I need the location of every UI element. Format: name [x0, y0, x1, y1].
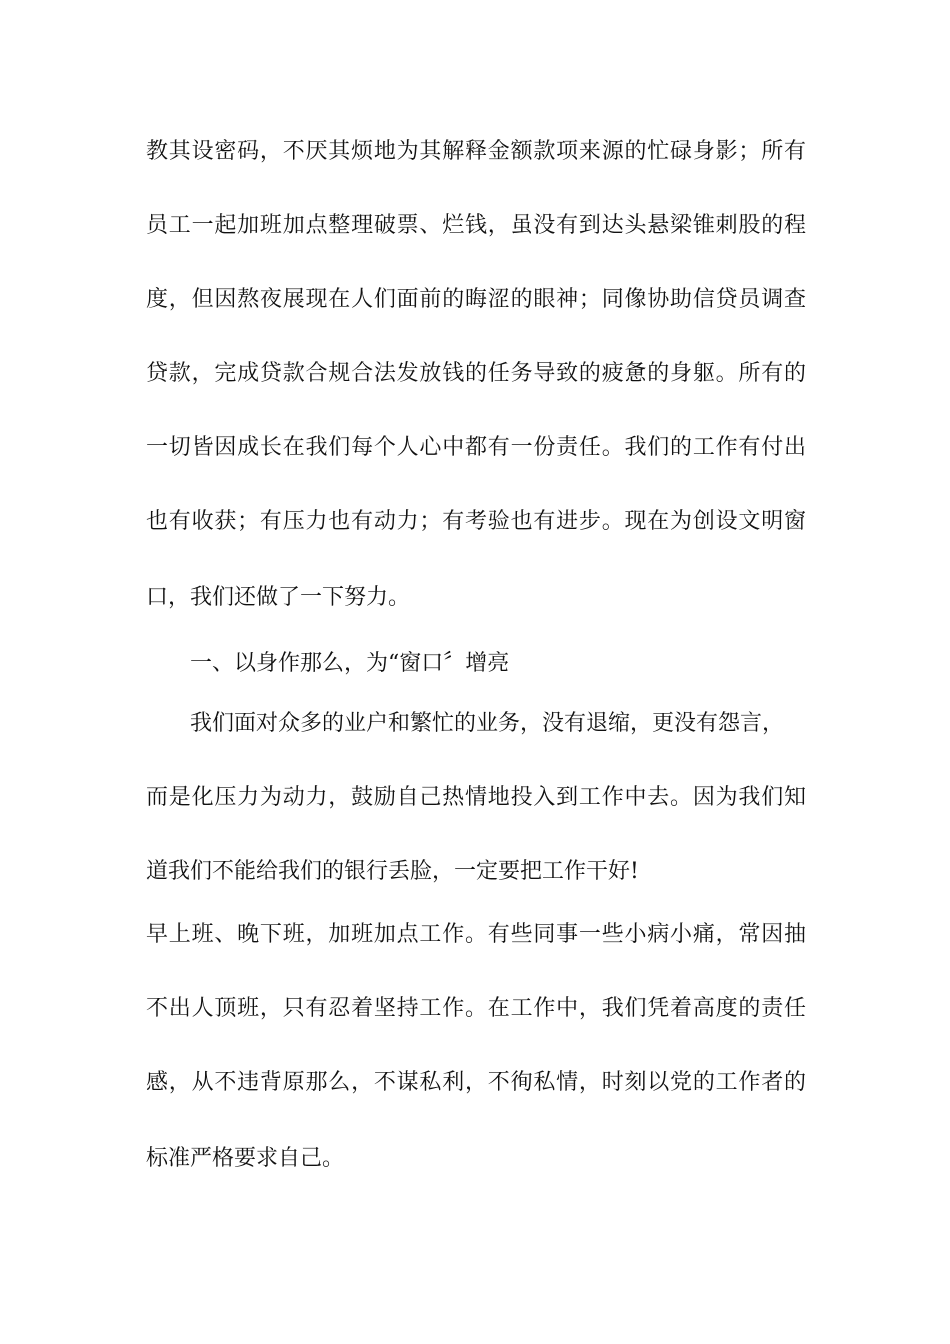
paragraph-line: 道我们不能给我们的银行丢脸，一定要把工作干好!: [146, 859, 639, 884]
section-heading: 一、以身作那么，为“窗口〞增亮: [190, 651, 510, 676]
paragraph-line: 度，但因熬夜展现在人们面前的晦涩的眼神；同像协助信贷员调查: [146, 287, 806, 312]
paragraph-line: 感，从不违背原那么，不谋私利，不徇私情，时刻以党的工作者的: [146, 1070, 806, 1095]
paragraph-line: 我们面对众多的业户和繁忙的业务，没有退缩，更没有怨言，: [190, 711, 785, 736]
paragraph-line: 也有收获；有压力也有动力；有考验也有进步。现在为创设文明窗: [146, 509, 806, 534]
paragraph-line: 早上班、晚下班，加班加点工作。有些同事一些小病小痛，常因抽: [146, 922, 806, 947]
paragraph-line: 口，我们还做了一下努力。: [146, 585, 411, 610]
paragraph-line: 教其设密码，不厌其烦地为其解释金额款项来源的忙碌身影；所有: [146, 139, 806, 164]
paragraph-line: 标准严格要求自己。: [146, 1146, 345, 1171]
paragraph-line: 员工一起加班加点整理破票、烂钱，虽没有到达头悬梁锥刺股的程: [146, 213, 806, 238]
paragraph-line: 贷款，完成贷款合规合法发放钱的任务导致的疲惫的身躯。所有的: [146, 361, 806, 386]
paragraph-line: 而是化压力为动力，鼓励自己热情地投入到工作中去。因为我们知: [146, 785, 806, 810]
paragraph-line: 不出人顶班，只有忍着坚持工作。在工作中，我们凭着高度的责任: [146, 996, 806, 1021]
paragraph-line: 一切皆因成长在我们每个人心中都有一份责任。我们的工作有付出: [146, 435, 806, 460]
